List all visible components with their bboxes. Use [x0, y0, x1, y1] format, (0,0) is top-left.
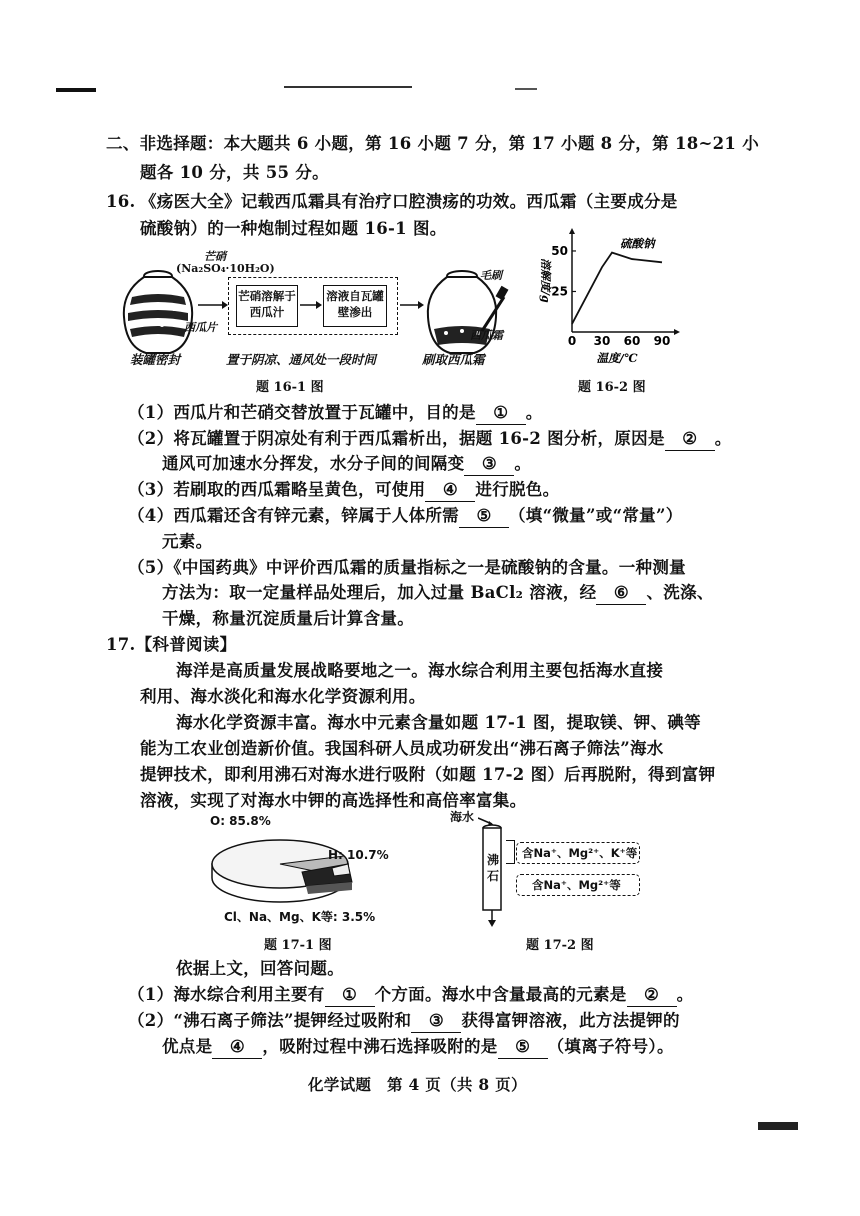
step-cool-ventilate: 置于阴凉、通风处一段时间: [226, 352, 377, 367]
q16-part2b-end: 。: [514, 454, 532, 473]
q17-para1-line2: 利用、海水淡化和海水化学资源利用。: [140, 687, 426, 706]
q16-part4a: [128, 505, 683, 528]
answer-blank-q17-1[interactable]: ①: [325, 984, 375, 1007]
figure-17-2: [448, 808, 648, 928]
answer-blank-q17-2[interactable]: ②: [627, 984, 677, 1007]
pie-label-others: Cl、Na、Mg、K等: 3.5%: [224, 910, 376, 924]
answer-blank-q17-3[interactable]: ③: [411, 1010, 461, 1033]
q17-part1-end: 。: [676, 985, 694, 1004]
corner-mark: [758, 1122, 798, 1130]
figure-16-2-chart: [532, 228, 680, 368]
figure-17-2-caption: 题 17-2 图: [526, 938, 594, 953]
q16-part5c: 干燥，称量沉淀质量后计算含量。: [162, 609, 414, 628]
q16-part4b: 元素。: [162, 532, 213, 551]
q16-number: 16.: [106, 192, 136, 211]
x-axis-arrow: [674, 329, 680, 335]
series-label: 硫酸钠: [620, 236, 655, 251]
q17-part2a-end: 获得富钾溶液，此方法提钾的: [461, 1011, 680, 1030]
y-axis-label: 溶解度/g: [539, 258, 552, 303]
arrow-right-3: [400, 300, 424, 310]
answer-blank-q16-2[interactable]: ②: [665, 428, 715, 451]
answer-blank-q16-1[interactable]: ①: [476, 402, 526, 425]
q16-part1: [128, 402, 543, 425]
figure-16-1-caption: 题 16-1 图: [256, 380, 324, 395]
figure-17-1-caption: 题 17-1 图: [264, 938, 332, 953]
answer-blank-q16-3[interactable]: ③: [464, 453, 514, 476]
q16-part5b-text: 方法为：取一定量样品处理后，加入过量 BaCl₂ 溶液，经: [162, 583, 597, 602]
q16-part1-text: （1）西瓜片和芒硝交替放置于瓦罐中，目的是: [128, 403, 476, 422]
y-tick-label: 25: [551, 284, 568, 299]
top-dot: [515, 88, 537, 90]
top-left-mark: [56, 88, 96, 92]
q16-part2a: [128, 428, 732, 451]
seawater-label: 海水: [450, 810, 475, 824]
q16-part4a-text: （4）西瓜霜还含有锌元素，锌属于人体所需: [128, 506, 459, 525]
mangxiao-label: 芒硝: [204, 250, 226, 263]
q16-part2b-text: 通风可加速水分挥发，水分子间的间隔变: [162, 454, 465, 473]
q17-part2b: [162, 1036, 674, 1059]
q16-part2b: [162, 453, 531, 476]
process-box-dissolve: 芒硝溶解于西瓜汁: [236, 285, 298, 327]
q17-part2a-text: （2）“沸石离子筛法”提钾经过吸附和: [128, 1011, 412, 1030]
q17-part1-mid: 个方面。海水中含量最高的元素是: [374, 985, 627, 1004]
q17-part2b-mid: ，吸附过程中沸石选择吸附的是: [262, 1037, 498, 1056]
q16-part3-text: （3）若刷取的西瓜霜略呈黄色，可使用: [128, 480, 426, 499]
q17-part2a: [128, 1010, 680, 1033]
lower-ion-text: 含Na⁺、Mg²⁺等: [532, 878, 621, 892]
answer-blank-q16-5[interactable]: ⑤: [459, 505, 509, 528]
q17-para2-line2: 能为工农业创造新价值。我国科研人员成功研发出“沸石离子筛法”海水: [140, 739, 664, 758]
y-axis-arrow: [569, 228, 575, 234]
q16-part2a-text: （2）将瓦罐置于阴凉处有利于西瓜霜析出，据题 16-2 图分析，原因是: [128, 429, 665, 448]
x-tick-label: 0: [567, 334, 577, 348]
watermelon-slice-label: 西瓜片: [184, 321, 217, 334]
arrow-right-2: [300, 300, 322, 310]
answer-blank-q16-6[interactable]: ⑥: [596, 582, 646, 605]
y-tick-label: 50: [551, 243, 568, 258]
q16-part2a-end: 。: [714, 429, 732, 448]
x-tick-label: 30: [593, 334, 611, 348]
arrow-right-1: [198, 300, 228, 310]
q16-part5b-end: 、洗涤、: [646, 583, 714, 602]
step-seal-jar: 装罐密封: [130, 352, 181, 367]
series-line: [572, 253, 662, 324]
q17-title: 17.【科普阅读】: [106, 635, 237, 654]
x-tick-label: 60: [623, 334, 641, 348]
zeolite-label: 沸石: [487, 853, 500, 883]
q17-part2b-end: （填离子符号）。: [547, 1037, 674, 1056]
brush-label: 毛刷: [480, 269, 502, 282]
top-rule: [284, 86, 412, 88]
jar-sealed-illustration: [118, 267, 198, 357]
process-box-seep: 溶液自瓦罐壁渗出: [323, 285, 387, 327]
pie-label-hydrogen: H: 10.7%: [328, 848, 389, 862]
section-heading-line2: 题各 10 分，共 55 分。: [140, 163, 329, 182]
figure-16-1: [118, 245, 518, 395]
pie-label-oxygen: O: 85.8%: [210, 814, 271, 828]
figure-16-2-caption: 题 16-2 图: [578, 380, 646, 395]
upper-ion-text: 含Na⁺、Mg²⁺、K⁺等: [522, 846, 638, 860]
q17-part2b-text: 优点是: [162, 1037, 213, 1056]
q16-part5a: （5）《中国药典》中评价西瓜霜的质量指标之一是硫酸钠的含量。一种测量: [128, 558, 686, 577]
q17-para2-line4: 溶液，实现了对海水中钾的高选择性和高倍率富集。: [140, 791, 527, 810]
q17-prompt: 依据上文，回答问题。: [176, 959, 344, 978]
q16-part3-end: 进行脱色。: [475, 480, 560, 499]
q16-part1-end: 。: [525, 403, 543, 422]
q16-part4a-end: （填“微量”或“常量”）: [508, 506, 683, 525]
frost-label: 西瓜霜: [470, 329, 503, 342]
q16-intro-line1: 《疡医大全》记载西瓜霜具有治疗口腔溃疡的功效。西瓜霜（主要成分是: [140, 192, 678, 211]
q17-para2-line3: 提钾技术，即利用沸石对海水进行吸附（如题 17-2 图）后再脱附，得到富钾: [140, 765, 716, 784]
page-footer: 化学试题 第 4 页（共 8 页）: [308, 1075, 527, 1094]
answer-blank-q17-5[interactable]: ⑤: [498, 1036, 548, 1059]
figure-17-1: [200, 812, 420, 932]
q16-intro-line2: 硫酸钠）的一种炮制过程如题 16-1 图。: [140, 219, 447, 238]
section-heading-line1: 二、非选择题：本大题共 6 小题，第 16 小题 7 分，第 17 小题 8 分，第 18~21 小: [106, 134, 760, 153]
x-tick-label: 90: [653, 334, 671, 348]
q16-part5b: [162, 582, 714, 605]
x-axis-label: 温度/℃: [596, 351, 638, 365]
answer-blank-q16-4[interactable]: ④: [425, 479, 475, 502]
answer-blank-q17-4[interactable]: ④: [212, 1036, 262, 1059]
q16-part3: [128, 479, 559, 502]
upper-bracket: [506, 840, 515, 864]
q17-part1-text: （1）海水综合利用主要有: [128, 985, 325, 1004]
q17-para2-line1: 海水化学资源丰富。海水中元素含量如题 17-1 图，提取镁、钾、碘等: [176, 713, 701, 732]
step-brush-frost: 刷取西瓜霜: [422, 352, 485, 367]
q17-para1-line1: 海洋是高质量发展战略要地之一。海水综合利用主要包括海水直接: [176, 661, 664, 680]
q17-part1: [128, 984, 693, 1007]
mangxiao-formula: (Na₂SO₄·10H₂O): [176, 262, 275, 275]
